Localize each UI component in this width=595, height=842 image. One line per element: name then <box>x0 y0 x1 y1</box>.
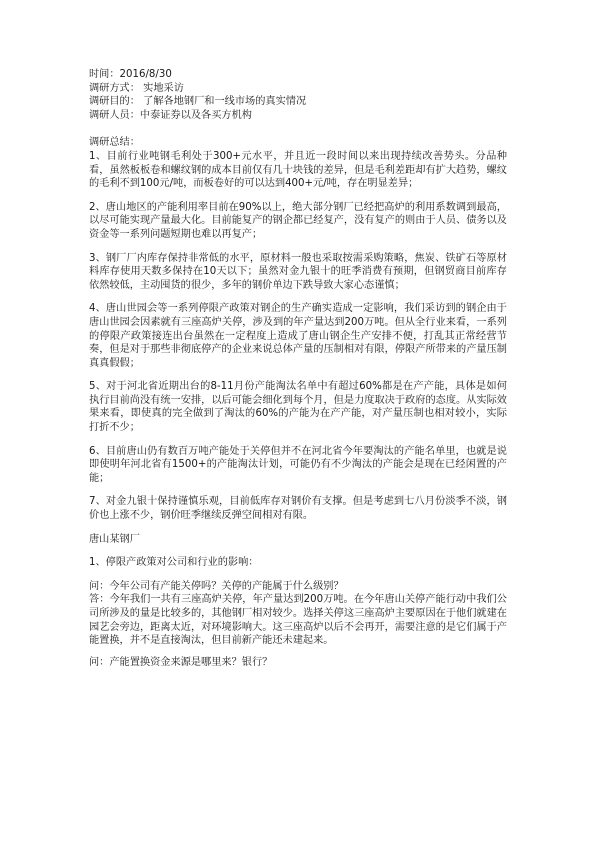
document-body <box>89 68 507 669</box>
section-title: 唐山某钢厂 <box>89 533 140 545</box>
research-time: 时间：2016/8/30 <box>89 69 172 80</box>
answer-1: 答：今年我们一共有三座高炉关停，年产量达到200万吨。在今年唐山关停产能行动中我们公司所涉及的量是比较多的，其他钢厂相对较少。选择关停这三座高炉主要原因在于他们就建在园艺会旁边，距离太近，对环境影响大。这三座高炉以后不会再开，需要注意的是它们属于产能置换，并不是直接淘汰，但目前新产能还未建起来。 <box>89 594 507 647</box>
summary-heading: 调研总结： <box>89 137 140 149</box>
research-people: 调研人员：中泰证券以及各买方机构 <box>89 109 252 121</box>
section-subtitle: 1、停限产政策对公司和行业的影响： <box>89 557 259 569</box>
summary-item-3: 3、钢厂厂内库存保持非常低的水平，原材料一般也采取按需采购策略，焦炭、铁矿石等原材料库存使用天数多保持在10天以下；虽然对金九银十的旺季消费有预期，但钢贸商目前库存依然较低，主动囤货的很少，多年的钢价单边下跌导致大家心态谨慎； <box>89 252 507 291</box>
question-1: 问：今年公司有产能关停吗？关停的产能属于什么级别？ <box>89 580 344 592</box>
question-2: 问：产能置换资金来源是哪里来？银行？ <box>89 656 273 668</box>
research-method: 调研方式： 实地采访 <box>89 82 184 94</box>
summary-item-6: 6、目前唐山仍有数百万吨产能处于关停但并不在河北省今年要淘汰的产能名单里，也就是说即使明年河北省有1500+的产能淘汰计划，可能仍有不少淘汰的产能会是现在已经闲置的产能； <box>89 445 507 484</box>
research-purpose: 调研目的： 了解各地钢厂和一线市场的真实情况 <box>89 96 307 108</box>
summary-item-7: 7、对金九银十保持谨慎乐观，目前低库存对钢价有支撑。但是考虑到七八月份淡季不淡，钢价也上涨不少，钢价旺季继续反弹空间相对有限。 <box>89 496 507 522</box>
summary-item-5: 5、对于河北省近期出台的8-11月份产能淘汰名单中有超过60%都是在产产能，具体是如何执行目前尚没有统一安排，以后可能会细化到每个月，但是力度取决于政府的态度。从实际效果来看，即使真的完全做到了淘汰的60%的产能为在产产能，对产量压制也相对较小，实际打折不少； <box>89 381 507 434</box>
summary-item-4: 4、唐山世园会等一系列停限产政策对钢企的生产确实造成一定影响，我们采访到的钢企由于唐山世园会因素就有三座高炉关停，涉及到的年产量达到200万吨。但从全行业来看，一系列的停限产政策接连出台虽然在一定程度上造成了唐山钢企生产安排不便，打乱其正常经营节奏，但是对于那些非彻底停产的企业来说总体产量的压制相对有限，停限产所带来的产量压制真真假假； <box>89 303 507 369</box>
summary-item-2: 2、唐山地区的产能利用率目前在90%以上，绝大部分钢厂已经把高炉的利用系数调到最高，以尽可能实现产量最大化。目前能复产的钢企都已经复产，没有复产的则由于人员、债务以及资金等一系列问题短期也难以再复产； <box>89 201 507 240</box>
summary-item-1: 1、目前行业吨钢毛利处于300+元水平，并且近一段时间以来出现持续改善势头。分品种看，虽然板板卷和螺纹钢的成本目前仅有几十块钱的差异，但是毛利差距却有扩大趋势，螺纹的毛利不到100元/吨，而板卷好的可以达到400+元/吨，存在明显差异； <box>89 150 507 190</box>
